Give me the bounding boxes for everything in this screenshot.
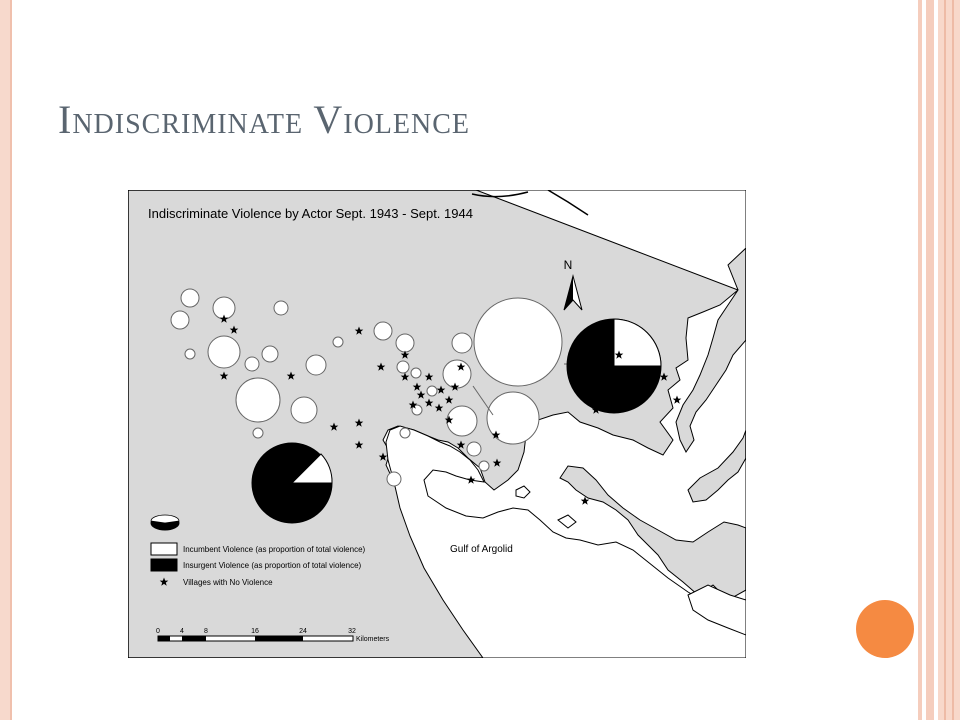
violence-circle [452,333,472,353]
violence-circle [396,334,414,352]
violence-circle [443,360,471,388]
legend-incumbent-swatch [151,543,177,555]
violence-circle [474,298,562,386]
scale-unit-label: Kilometers [356,636,390,643]
slide-frame-right [944,0,946,720]
legend-insurgent-swatch [151,559,177,571]
scale-tick-label: 4 [180,628,184,635]
violence-circle [387,472,401,486]
map-figure [128,190,746,658]
north-arrow-label: N [563,258,573,272]
legend-insurgent-label: Insurgent Violence (as proportion of total violence) [183,561,362,570]
violence-circle [447,406,477,436]
map-title: Indiscriminate Violence by Actor Sept. 1943 - Sept. 1944 [148,206,473,221]
violence-circle [374,322,392,340]
slide-frame-right [926,0,934,720]
scale-tick-label: 0 [156,628,160,635]
violence-circle [274,301,288,315]
violence-circle [291,397,317,423]
violence-circle [411,368,421,378]
scale-tick-label: 8 [204,628,208,635]
violence-circle [245,357,259,371]
slide-frame-right [938,0,960,720]
violence-circle [253,428,263,438]
slide-frame-left-line [10,0,12,720]
gulf-label: Gulf of Argolid [450,544,513,555]
violence-circle [236,378,280,422]
scale-tick-label: 24 [299,628,307,635]
slide-accent-circle [856,600,914,658]
scale-tick-label: 32 [348,628,356,635]
violence-circle [397,361,409,373]
legend-incumbent-label: Incumbent Violence (as proportion of total violence) [183,545,366,554]
violence-circle [427,386,437,396]
slide-frame-right [952,0,954,720]
violence-circle [208,336,240,368]
slide-frame-right [918,0,922,720]
slide-frame-left [0,0,10,720]
violence-circle [262,346,278,362]
violence-circle [171,311,189,329]
pie-west [252,443,332,523]
violence-circle [333,337,343,347]
violence-circle [306,355,326,375]
violence-circle [181,289,199,307]
scale-tick-label: 16 [251,628,259,635]
violence-circle [467,442,481,456]
violence-circle [400,428,410,438]
violence-circle [479,461,489,471]
violence-circle [185,349,195,359]
pie-east [567,319,661,413]
slide-title: Indiscriminate Violence [58,97,471,142]
legend-villages-label: Villages with No Violence [183,578,273,587]
